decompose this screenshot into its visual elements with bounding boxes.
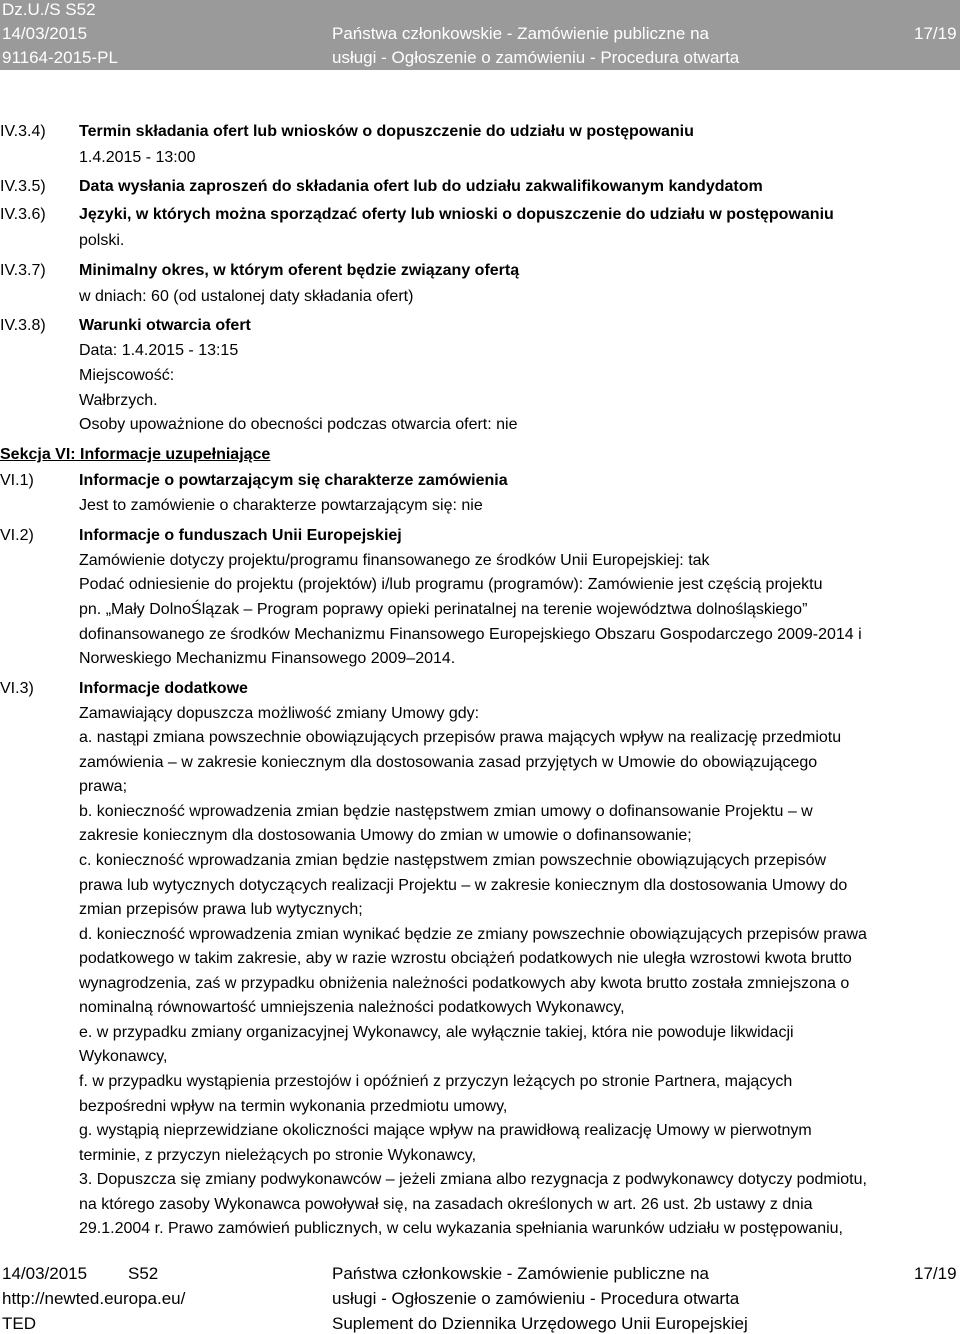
paragraph-line: prawa; xyxy=(79,778,128,795)
section-heading: Warunki otwarcia ofert xyxy=(79,317,251,334)
section-heading: Minimalny okres, w którym oferent będzie związany ofertą xyxy=(79,262,520,279)
paragraph-line: a. nastąpi zmiana powszechnie obowiązujących przepisów prawa mających wpływ na realizację przedmiotu xyxy=(79,729,842,746)
notice-number: 91164-2015-PL xyxy=(2,48,118,67)
section-number: IV.3.4) xyxy=(0,123,46,140)
authorised-persons: Osoby upoważnione do obecności podczas otwarcia ofert: nie xyxy=(79,416,518,433)
section-vi-title: Sekcja VI: Informacje uzupełniające xyxy=(0,446,271,463)
paragraph-line: d. konieczność wprowadzenia zmian wynikać będzie ze zmiany powszechnie obowiązujących przepisów prawa xyxy=(79,926,867,943)
section-value: polski. xyxy=(79,232,125,249)
section-number: IV.3.6) xyxy=(0,206,46,223)
paragraph-line: 3. Dopuszcza się zmiany podwykonawców – jeżeli zmiana albo rezygnacja z podwykonawcy dotyczy podmiotu, xyxy=(79,1171,867,1188)
paragraph-line: na którego zasoby Wykonawca powoływał się, na zasadach określonych w art. 26 ust. 2b ustawy z dnia xyxy=(79,1196,813,1213)
footer-date: 14/03/2015 xyxy=(2,1264,88,1283)
footer-url[interactable]: http://newted.europa.eu/ xyxy=(2,1289,186,1308)
footer-supplement: Suplement do Dziennika Urzędowego Unii Europejskiej xyxy=(332,1314,748,1333)
section-number: VI.2) xyxy=(0,527,34,544)
paragraph-line: Norweskiego Mechanizmu Finansowego 2009–2014. xyxy=(79,650,456,667)
place-label: Miejscowość: xyxy=(79,367,175,384)
section-heading: Data wysłania zaproszeń do składania ofert lub do udziału zakwalifikowanym kandydatom xyxy=(79,178,763,195)
paragraph-line: Zamawiający dopuszcza możliwość zmiany Umowy gdy: xyxy=(79,705,480,722)
footer-title-line1: Państwa członkowskie - Zamówienie publiczne na xyxy=(332,1264,710,1283)
paragraph-line: podatkowego w takim zakresie, aby w razie wzrostu obciążeń podatkowych nie uległa wzrostowi kwota brutto xyxy=(79,950,852,967)
paragraph-line: g. wystąpią nieprzewidziane okoliczności mające wpływ na prawidłową realizację Umowy w pierwotnym xyxy=(79,1122,812,1139)
journal-ref: Dz.U./S S52 xyxy=(2,0,96,19)
paragraph-line: b. konieczność wprowadzenia zmian będzie następstwem zmian umowy o dofinansowanie Projektu – w xyxy=(79,803,813,820)
paragraph-line: zamówienia – w zakresie koniecznym dla dostosowania zasad przyjętych w Umowie do obowiązującego xyxy=(79,754,818,771)
place-value: Wałbrzych. xyxy=(79,392,158,409)
paragraph-line: e. w przypadku zmiany organizacyjnej Wykonawcy, ale wyłącznie takiej, która nie powoduje likwidacji xyxy=(79,1024,794,1041)
paragraph-line: Zamówienie dotyczy projektu/programu finansowanego ze środków Unii Europejskiej: tak xyxy=(79,552,710,569)
paragraph-line: zmian przepisów prawa lub wytycznych; xyxy=(79,901,363,918)
paragraph-line: Podać odniesienie do projektu (projektów) i/lub programu (programów): Zamówienie jest częścią projektu xyxy=(79,576,823,593)
paragraph-line: zakresie koniecznym dla dostosowania Umowy do zmian w umowie o dofinansowanie; xyxy=(79,827,692,844)
paragraph-line: pn. „Mały DolnoŚlązak – Program poprawy opieki perinatalnej na terenie województwa dolnośląskiego” xyxy=(79,601,808,618)
section-number: IV.3.7) xyxy=(0,262,46,279)
footer-series: S52 xyxy=(128,1264,159,1283)
paragraph-line: nominalną równowartość umniejszenia należności podatkowych Wykonawcy, xyxy=(79,999,625,1016)
header-title-line2: usługi - Ogłoszenie o zamówieniu - Procedura otwarta xyxy=(332,48,740,67)
paragraph-line: c. konieczność wprowadzania zmian będzie następstwem zmian powszechnie obowiązujących przepisów xyxy=(79,852,827,869)
paragraph-line: 29.1.2004 r. Prawo zamówień publicznych, w celu wykazania spełniania warunków udziału w postępowaniu, xyxy=(79,1220,843,1237)
section-value: 1.4.2015 - 13:00 xyxy=(79,149,196,166)
section-value: Jest to zamówienie o charakterze powtarzającym się: nie xyxy=(79,497,483,514)
paragraph-line: terminie, z przyczyn nieleżących po stronie Wykonawcy, xyxy=(79,1147,477,1164)
section-value: w dniach: 60 (od ustalonej daty składania ofert) xyxy=(79,288,414,305)
footer-ted: TED xyxy=(2,1314,36,1333)
section-heading: Informacje dodatkowe xyxy=(79,680,248,697)
paragraph-line: bezpośredni wpływ na termin wykonania przedmiotu umowy, xyxy=(79,1098,508,1115)
section-number: VI.3) xyxy=(0,680,34,697)
section-heading: Termin składania ofert lub wniosków o dopuszczenie do udziału w postępowaniu xyxy=(79,123,694,140)
section-number: IV.3.8) xyxy=(0,317,46,334)
paragraph-line: Wykonawcy, xyxy=(79,1048,168,1065)
section-heading: Języki, w których można sporządzać oferty lub wnioski o dopuszczenie do udziału w postępowaniu xyxy=(79,206,834,223)
paragraph-line: dofinansowanego ze środków Mechanizmu Finansowego Europejskiego Obszaru Gospodarczego 2009-2014 i xyxy=(79,626,862,643)
header-date: 14/03/2015 xyxy=(2,24,88,43)
opening-date: Data: 1.4.2015 - 13:15 xyxy=(79,342,239,359)
section-number: VI.1) xyxy=(0,472,34,489)
paragraph-line: prawa lub wytycznych dotyczących realizacji Projektu – w zakresie koniecznym dla dostosowania Umowy do xyxy=(79,877,848,894)
section-heading: Informacje o funduszach Unii Europejskiej xyxy=(79,527,402,544)
section-number: IV.3.5) xyxy=(0,178,46,195)
paragraph-line: wynagrodzenia, zaś w przypadku obniżenia należności podatkowych aby kwota brutto została zmniejszona o xyxy=(79,975,850,992)
page-header xyxy=(0,0,960,70)
footer-title-line2: usługi - Ogłoszenie o zamówieniu - Procedura otwarta xyxy=(332,1289,740,1308)
footer-page-number: 17/19 xyxy=(914,1264,957,1283)
header-title-line1: Państwa członkowskie - Zamówienie publiczne na xyxy=(332,24,710,43)
header-page-number: 17/19 xyxy=(914,24,957,43)
section-heading: Informacje o powtarzającym się charakterze zamówienia xyxy=(79,472,508,489)
paragraph-line: f. w przypadku wystąpienia przestojów i opóźnień z przyczyn leżących po stronie Partnera, mających xyxy=(79,1073,793,1090)
